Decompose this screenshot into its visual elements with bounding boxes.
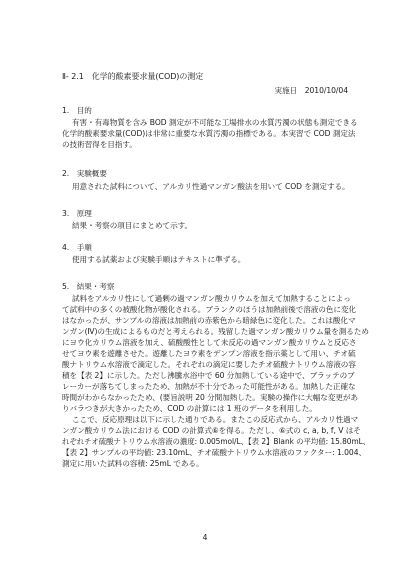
paragraph-line: 積を【表 2】に示した。ただし沸騰水浴中で 60 分加熱している途中で、ブラッテのブ xyxy=(62,371,355,380)
paragraph-line: はなかったが、サンプルの溶液は加熱前の赤紫色から暗緑色に変化した。これは酸化マ xyxy=(62,316,356,325)
paragraph-line: レーカーが落ちてしまったため、加熱が不十分であった可能性がある。加熱した正確な xyxy=(62,382,356,391)
paragraph-line: 測定に用いた試料の容積: 25mL である。 xyxy=(62,459,204,468)
paragraph-line: 試料をアルカリ性にして過剰の過マンガン酸カリウムを加えて加熱することによっ xyxy=(72,294,351,303)
paragraph-line: ンガン酸カリウム法における COD の計算式⑥を得る。ただし、⑥式の c, a, b, f, V はそ xyxy=(62,426,361,435)
paragraph-line: りバラつきが大きかったため、COD の計算には 1 班のデータを利用した。 xyxy=(62,404,317,413)
paragraph-line: ここで、反応原理は以下に示した通りである。またこの反応式から、アルカリ性過マ xyxy=(72,415,359,424)
paragraph-line: ンガン(Ⅳ)の生成によるものだと考えられる。残留した過マンガン酸カリウム量を測るため xyxy=(62,327,369,336)
paragraph-line: 用意された試料について、アルカリ性過マンガン酸法を用いて COD を測定する。 xyxy=(72,182,350,191)
paragraph-line: れぞれチオ硫酸ナトリウム水溶液の濃度: 0.005mol/L、【表 2】Blank の平均値: 15.80mL、 xyxy=(62,437,371,446)
paragraph-line: の技術習得を目指す。 xyxy=(62,140,137,149)
paragraph-line: にヨウ化カリウム溶液を加え、硫酸酸性として未反応の過マンガン酸カリウムと反応さ xyxy=(62,338,357,347)
section-heading-purpose: 1. 目的 xyxy=(62,106,92,115)
page-number: 4 xyxy=(202,533,208,542)
paragraph-line: 【表 2】サンプルの平均値: 23.10mL、チオ硫酸ナトリウム水溶液のファクター: 1.004、 xyxy=(62,448,367,457)
experiment-date: 実施日 2010/10/04 xyxy=(274,86,348,95)
paragraph-line: せてヨウ素を遊離させた。遊離したヨウ素をデンプン溶液を指示薬として用い、チオ硫 xyxy=(62,349,356,358)
paragraph-line: 時間がわからなかったため、(要旨説明 20 分間加熱した。実験の操作に大幅な変更があ xyxy=(62,393,359,402)
paragraph-line: 使用する試薬および実験手順はテキストに準ずる。 xyxy=(72,255,246,264)
section-heading-procedure: 4. 手順 xyxy=(62,243,92,252)
paragraph-line: て試料中の多くの被酸化物が酸化される。ブランクのほうは加熱前後で溶液の色に変化 xyxy=(62,305,357,314)
paragraph-line: 有害・有毒物質を含み BOD 測定が不可能な工場排水の水質汚濁の状態も測定できる xyxy=(72,118,358,127)
paragraph-line: 結果・考察の項目にまとめて示す。 xyxy=(72,221,193,230)
section-heading-results: 5. 結果・考察 xyxy=(62,282,115,291)
paragraph-line: 酸ナトリウム水溶液で滴定した。それぞれの滴定に要したチオ硫酸ナトリウム溶液の容 xyxy=(62,360,356,369)
section-heading-overview: 2. 実験概要 xyxy=(62,169,107,178)
document-title: Ⅱ- 2.1 化学的酸素要求量(COD)の測定 xyxy=(62,72,204,81)
paragraph-line: 化学的酸素要求量(COD)は非常に重要な水質汚濁の指標である。本実習で COD 測定法 xyxy=(62,129,356,138)
section-heading-principle: 3. 原理 xyxy=(62,209,92,218)
